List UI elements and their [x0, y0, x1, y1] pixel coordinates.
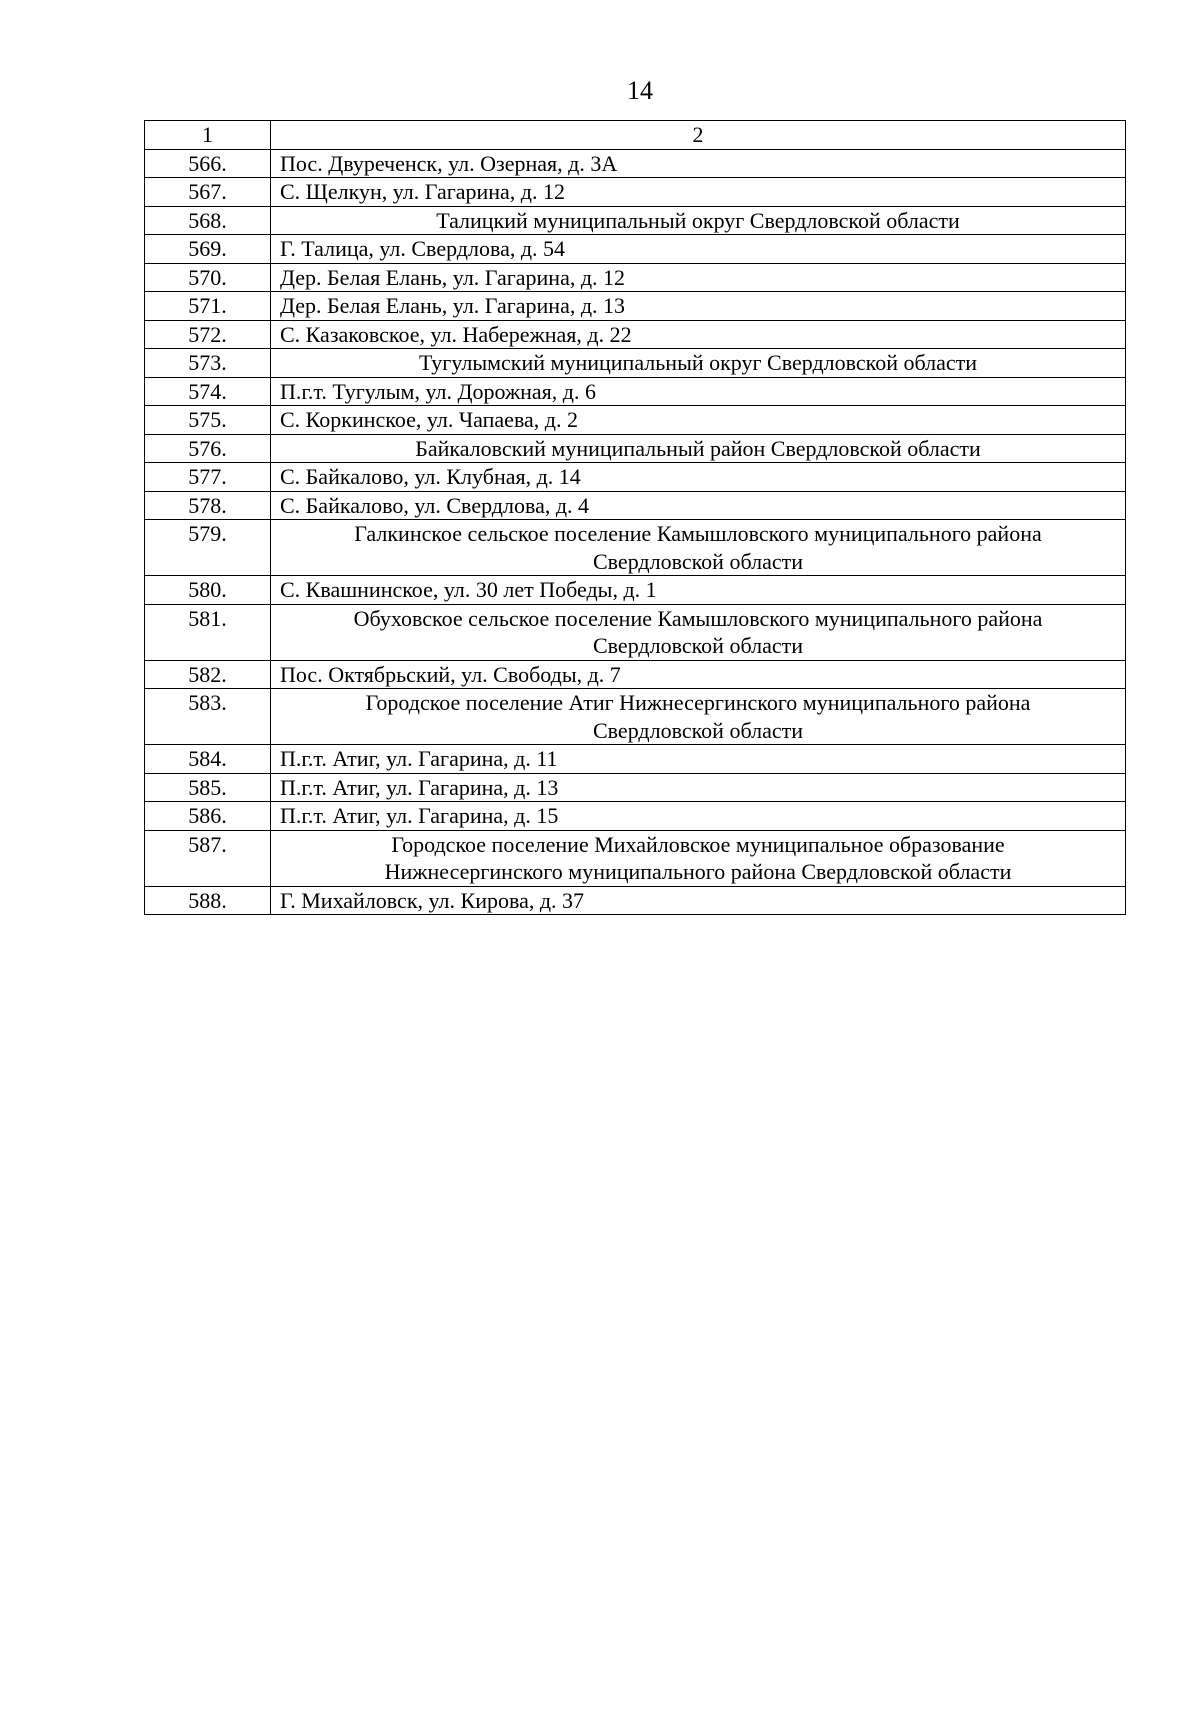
row-number-cell: 577.: [145, 463, 271, 492]
address-cell: П.г.т. Атиг, ул. Гагарина, д. 11: [271, 745, 1126, 774]
table-row: [145, 349, 1126, 378]
row-number-cell: 570.: [145, 263, 271, 292]
row-number-cell: 569.: [145, 235, 271, 264]
table-row: [145, 292, 1126, 321]
table-body: [145, 121, 1126, 915]
row-number-cell: 572.: [145, 320, 271, 349]
section-heading-cell: Талицкий муниципальный округ Свердловской области: [271, 206, 1126, 235]
table-row: [145, 463, 1126, 492]
row-number-cell: 586.: [145, 802, 271, 831]
address-cell: Дер. Белая Елань, ул. Гагарина, д. 12: [271, 263, 1126, 292]
row-number-cell: 578.: [145, 491, 271, 520]
table-header-row: [145, 121, 1126, 150]
address-cell: П.г.т. Атиг, ул. Гагарина, д. 15: [271, 802, 1126, 831]
row-number-cell: 580.: [145, 576, 271, 605]
address-cell: П.г.т. Атиг, ул. Гагарина, д. 13: [271, 773, 1126, 802]
table-row: [145, 206, 1126, 235]
row-number-cell: 571.: [145, 292, 271, 321]
table-row: [145, 886, 1126, 915]
row-number-cell: 588.: [145, 886, 271, 915]
row-number-cell: 567.: [145, 178, 271, 207]
table-row: [145, 660, 1126, 689]
table-row: [145, 520, 1126, 576]
address-cell: С. Байкалово, ул. Клубная, д. 14: [271, 463, 1126, 492]
section-heading-cell: Обуховское сельское поселение Камышловского муниципального района Свердловской области: [271, 604, 1126, 660]
table-row: [145, 235, 1126, 264]
address-cell: С. Казаковское, ул. Набережная, д. 22: [271, 320, 1126, 349]
header-cell-2: 2: [271, 121, 1126, 150]
address-cell: С. Щелкун, ул. Гагарина, д. 12: [271, 178, 1126, 207]
header-cell-1: 1: [145, 121, 271, 150]
row-number-cell: 582.: [145, 660, 271, 689]
table-row: [145, 406, 1126, 435]
address-cell: Г. Талица, ул. Свердлова, д. 54: [271, 235, 1126, 264]
address-cell: С. Байкалово, ул. Свердлова, д. 4: [271, 491, 1126, 520]
address-cell: Пос. Октябрьский, ул. Свободы, д. 7: [271, 660, 1126, 689]
row-number-cell: 573.: [145, 349, 271, 378]
row-number-cell: 574.: [145, 377, 271, 406]
table-row: [145, 491, 1126, 520]
section-heading-cell: Городское поселение Михайловское муниципальное образование Нижнесергинского муниципального района Свердловской области: [271, 830, 1126, 886]
row-number-cell: 579.: [145, 520, 271, 576]
table-row: [145, 689, 1126, 745]
address-cell: С. Квашнинское, ул. 30 лет Победы, д. 1: [271, 576, 1126, 605]
address-cell: Пос. Двуреченск, ул. Озерная, д. 3А: [271, 149, 1126, 178]
row-number-cell: 585.: [145, 773, 271, 802]
row-number-cell: 576.: [145, 434, 271, 463]
document-table: [144, 120, 1126, 915]
row-number-cell: 575.: [145, 406, 271, 435]
table-row: [145, 377, 1126, 406]
address-cell: Г. Михайловск, ул. Кирова, д. 37: [271, 886, 1126, 915]
row-number-cell: 584.: [145, 745, 271, 774]
section-heading-cell: Байкаловский муниципальный район Свердловской области: [271, 434, 1126, 463]
address-cell: П.г.т. Тугулым, ул. Дорожная, д. 6: [271, 377, 1126, 406]
section-heading-cell: Тугулымский муниципальный округ Свердловской области: [271, 349, 1126, 378]
table-row: [145, 149, 1126, 178]
section-heading-cell: Галкинское сельское поселение Камышловского муниципального района Свердловской области: [271, 520, 1126, 576]
table-row: [145, 263, 1126, 292]
table-row: [145, 773, 1126, 802]
table-row: [145, 604, 1126, 660]
address-cell: Дер. Белая Елань, ул. Гагарина, д. 13: [271, 292, 1126, 321]
address-cell: С. Коркинское, ул. Чапаева, д. 2: [271, 406, 1126, 435]
row-number-cell: 581.: [145, 604, 271, 660]
table-row: [145, 434, 1126, 463]
table-row: [145, 745, 1126, 774]
row-number-cell: 566.: [145, 149, 271, 178]
row-number-cell: 583.: [145, 689, 271, 745]
table-row: [145, 320, 1126, 349]
section-heading-cell: Городское поселение Атиг Нижнесергинского муниципального района Свердловской области: [271, 689, 1126, 745]
table-row: [145, 178, 1126, 207]
table-row: [145, 830, 1126, 886]
row-number-cell: 568.: [145, 206, 271, 235]
table-row: [145, 576, 1126, 605]
table-row: [145, 802, 1126, 831]
page-number: 14: [627, 76, 653, 105]
row-number-cell: 587.: [145, 830, 271, 886]
